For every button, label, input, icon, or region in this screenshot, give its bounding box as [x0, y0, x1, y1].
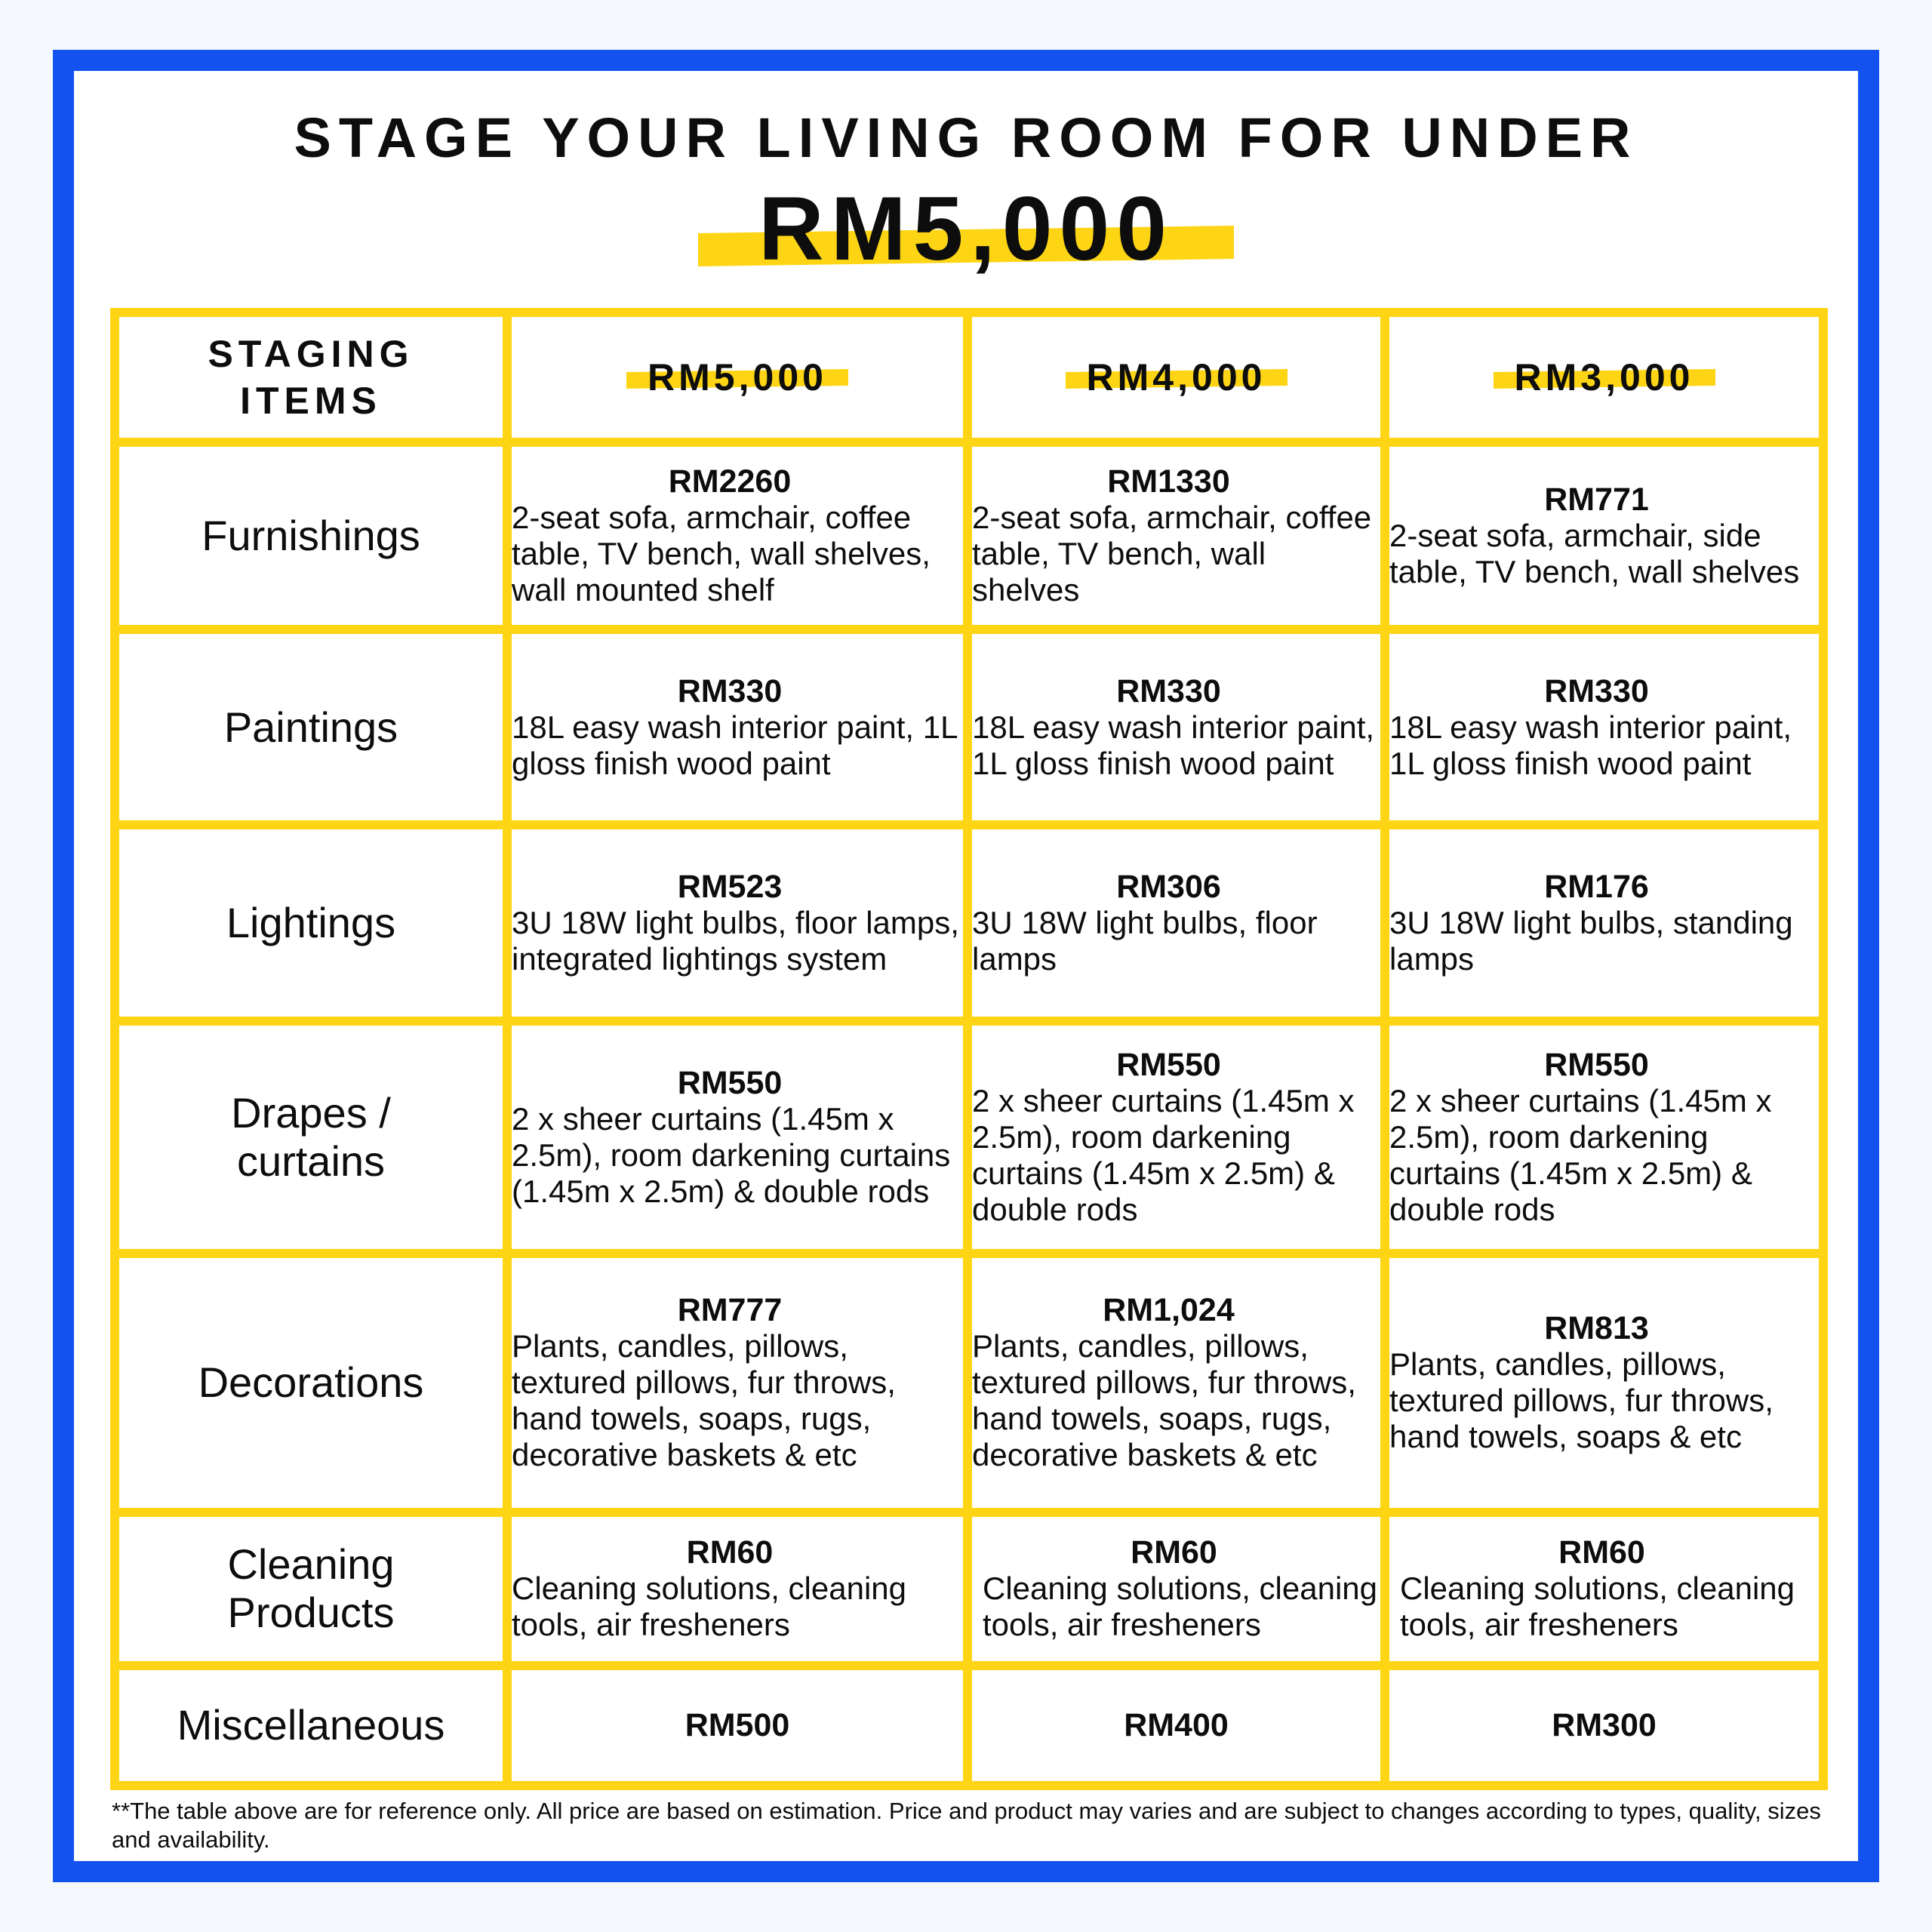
cell-price: RM176 [1544, 869, 1649, 906]
cell-description: 3U 18W light bulbs, floor lamps, integrated lightings system [512, 905, 959, 977]
cell-price: RM60 [686, 1534, 774, 1571]
table-cell [968, 629, 1385, 826]
row-drapes [115, 1021, 1823, 1254]
hero-amount [758, 180, 1174, 278]
hero-wrap [0, 180, 1932, 278]
row-label [115, 1021, 507, 1254]
cell-description: 18L easy wash interior paint, 1L gloss finish wood paint [972, 709, 1375, 781]
row-label [115, 1512, 507, 1666]
table-cell [1385, 629, 1823, 826]
row-paintings [115, 629, 1823, 826]
table-cell [968, 442, 1385, 629]
cell-price: RM330 [677, 672, 783, 709]
row-cleaning [115, 1512, 1823, 1666]
cell-description: Cleaning solutions, cleaning tools, air fresheners [1400, 1571, 1795, 1643]
page-title: STAGE YOUR LIVING ROOM FOR UNDER [294, 106, 1638, 169]
staging-table [110, 308, 1828, 1790]
cell-description: Plants, candles, pillows, textured pillows, fur throws, hand towels, soaps & etc [1389, 1346, 1774, 1455]
budget-pill [1087, 355, 1266, 399]
row-lightings [115, 825, 1823, 1021]
cell-price: RM330 [1544, 672, 1649, 709]
row-decorations [115, 1254, 1823, 1512]
budget-pill [1515, 355, 1694, 399]
cell-description: 18L easy wash interior paint, 1L gloss finish wood paint [512, 709, 957, 781]
cell-price: RM550 [1544, 1047, 1649, 1084]
cell-price: RM813 [1544, 1310, 1649, 1347]
table-cell [1385, 1254, 1823, 1512]
cell-price: RM777 [677, 1292, 783, 1329]
cell-description: 2-seat sofa, armchair, coffee table, TV bench, wall shelves [972, 499, 1372, 608]
cell-price: RM771 [1544, 481, 1649, 518]
table-cell [1385, 1512, 1823, 1666]
cell-description: Plants, candles, pillows, textured pillows, fur throws, hand towels, soaps, rugs, decorative baskets & etc [972, 1328, 1356, 1473]
cell-description: Cleaning solutions, cleaning tools, air fresheners [983, 1571, 1378, 1643]
table-cell [507, 629, 968, 826]
misc-value: RM500 [507, 1666, 968, 1786]
header-staging-line: STAGING [208, 333, 414, 375]
cell-price: RM550 [1116, 1047, 1221, 1084]
budget-label: RM4,000 [1086, 356, 1266, 398]
cell-description: Cleaning solutions, cleaning tools, air fresheners [512, 1571, 907, 1643]
row-label-line: Cleaning [227, 1540, 395, 1589]
table-header-row [115, 312, 1823, 442]
table-cell [507, 1512, 968, 1666]
cell-price: RM523 [677, 869, 783, 906]
row-label-line: Drapes / [231, 1089, 391, 1137]
cell-description: 2 x sheer curtains (1.45m x 2.5m), room darkening curtains (1.45m x 2.5m) & double rods [972, 1083, 1355, 1228]
budget-label: RM5,000 [648, 356, 827, 398]
cell-description: 2 x sheer curtains (1.45m x 2.5m), room darkening curtains (1.45m x 2.5m) & double rods [1389, 1083, 1772, 1228]
row-miscellaneous [115, 1666, 1823, 1786]
table-cell [968, 825, 1385, 1021]
table-cell [507, 442, 968, 629]
hero-amount-text: RM5,000 [758, 178, 1174, 279]
cell-description: 3U 18W light bulbs, standing lamps [1389, 905, 1793, 977]
cell-price: RM60 [1131, 1534, 1217, 1571]
cell-price: RM330 [1116, 672, 1221, 709]
table-cell [968, 1512, 1385, 1666]
table-cell [968, 1021, 1385, 1254]
row-label-line: Lightings [226, 899, 396, 947]
row-label [115, 825, 507, 1021]
header-budget-5000 [507, 312, 968, 442]
cell-description: 2-seat sofa, armchair, side table, TV bench, wall shelves [1389, 517, 1800, 589]
row-label-line: Paintings [223, 703, 398, 751]
header-budget-4000 [968, 312, 1385, 442]
table-cell [1385, 825, 1823, 1021]
table-cell [507, 1021, 968, 1254]
header-budget-3000 [1385, 312, 1823, 442]
table-cell [1385, 1021, 1823, 1254]
budget-label: RM3,000 [1514, 356, 1694, 398]
header-items-line: ITEMS [240, 380, 382, 422]
cell-price: RM1330 [1107, 463, 1230, 500]
cell-price: RM60 [1558, 1534, 1645, 1571]
budget-pill [648, 355, 827, 399]
row-label [115, 1254, 507, 1512]
cell-price: RM1,024 [1103, 1292, 1235, 1329]
table-cell [507, 1254, 968, 1512]
row-label-line: Products [227, 1589, 395, 1637]
cell-price: RM306 [1116, 869, 1221, 906]
row-label-line: Furnishings [202, 511, 420, 559]
cell-price: RM550 [677, 1065, 783, 1102]
cell-description: Plants, candles, pillows, textured pillows, fur throws, hand towels, soaps, rugs, decorative baskets & etc [512, 1328, 896, 1473]
row-label-line: Decorations [198, 1358, 424, 1407]
header-staging-items [115, 312, 507, 442]
cell-description: 3U 18W light bulbs, floor lamps [972, 905, 1318, 977]
table-cell [507, 825, 968, 1021]
row-label-line: curtains [236, 1137, 386, 1186]
row-label [115, 629, 507, 826]
cell-description: 2-seat sofa, armchair, coffee table, TV bench, wall shelves, wall mounted shelf [512, 499, 931, 608]
table-cell [968, 1254, 1385, 1512]
cell-description: 18L easy wash interior paint, 1L gloss finish wood paint [1389, 709, 1792, 781]
misc-value: RM300 [1385, 1666, 1823, 1786]
row-label: Miscellaneous [115, 1666, 507, 1786]
misc-value: RM400 [968, 1666, 1385, 1786]
footnote: **The table above are for reference only. All price are based on estimation. Price and product may varies and are subject to changes according to types, quality, sizes and availability. [112, 1798, 1821, 1853]
row-label [115, 442, 507, 629]
cell-description: 2 x sheer curtains (1.45m x 2.5m), room darkening curtains (1.45m x 2.5m) & double rods [512, 1101, 951, 1210]
cell-price: RM2260 [668, 463, 792, 500]
row-furnishings [115, 442, 1823, 629]
table-cell [1385, 442, 1823, 629]
